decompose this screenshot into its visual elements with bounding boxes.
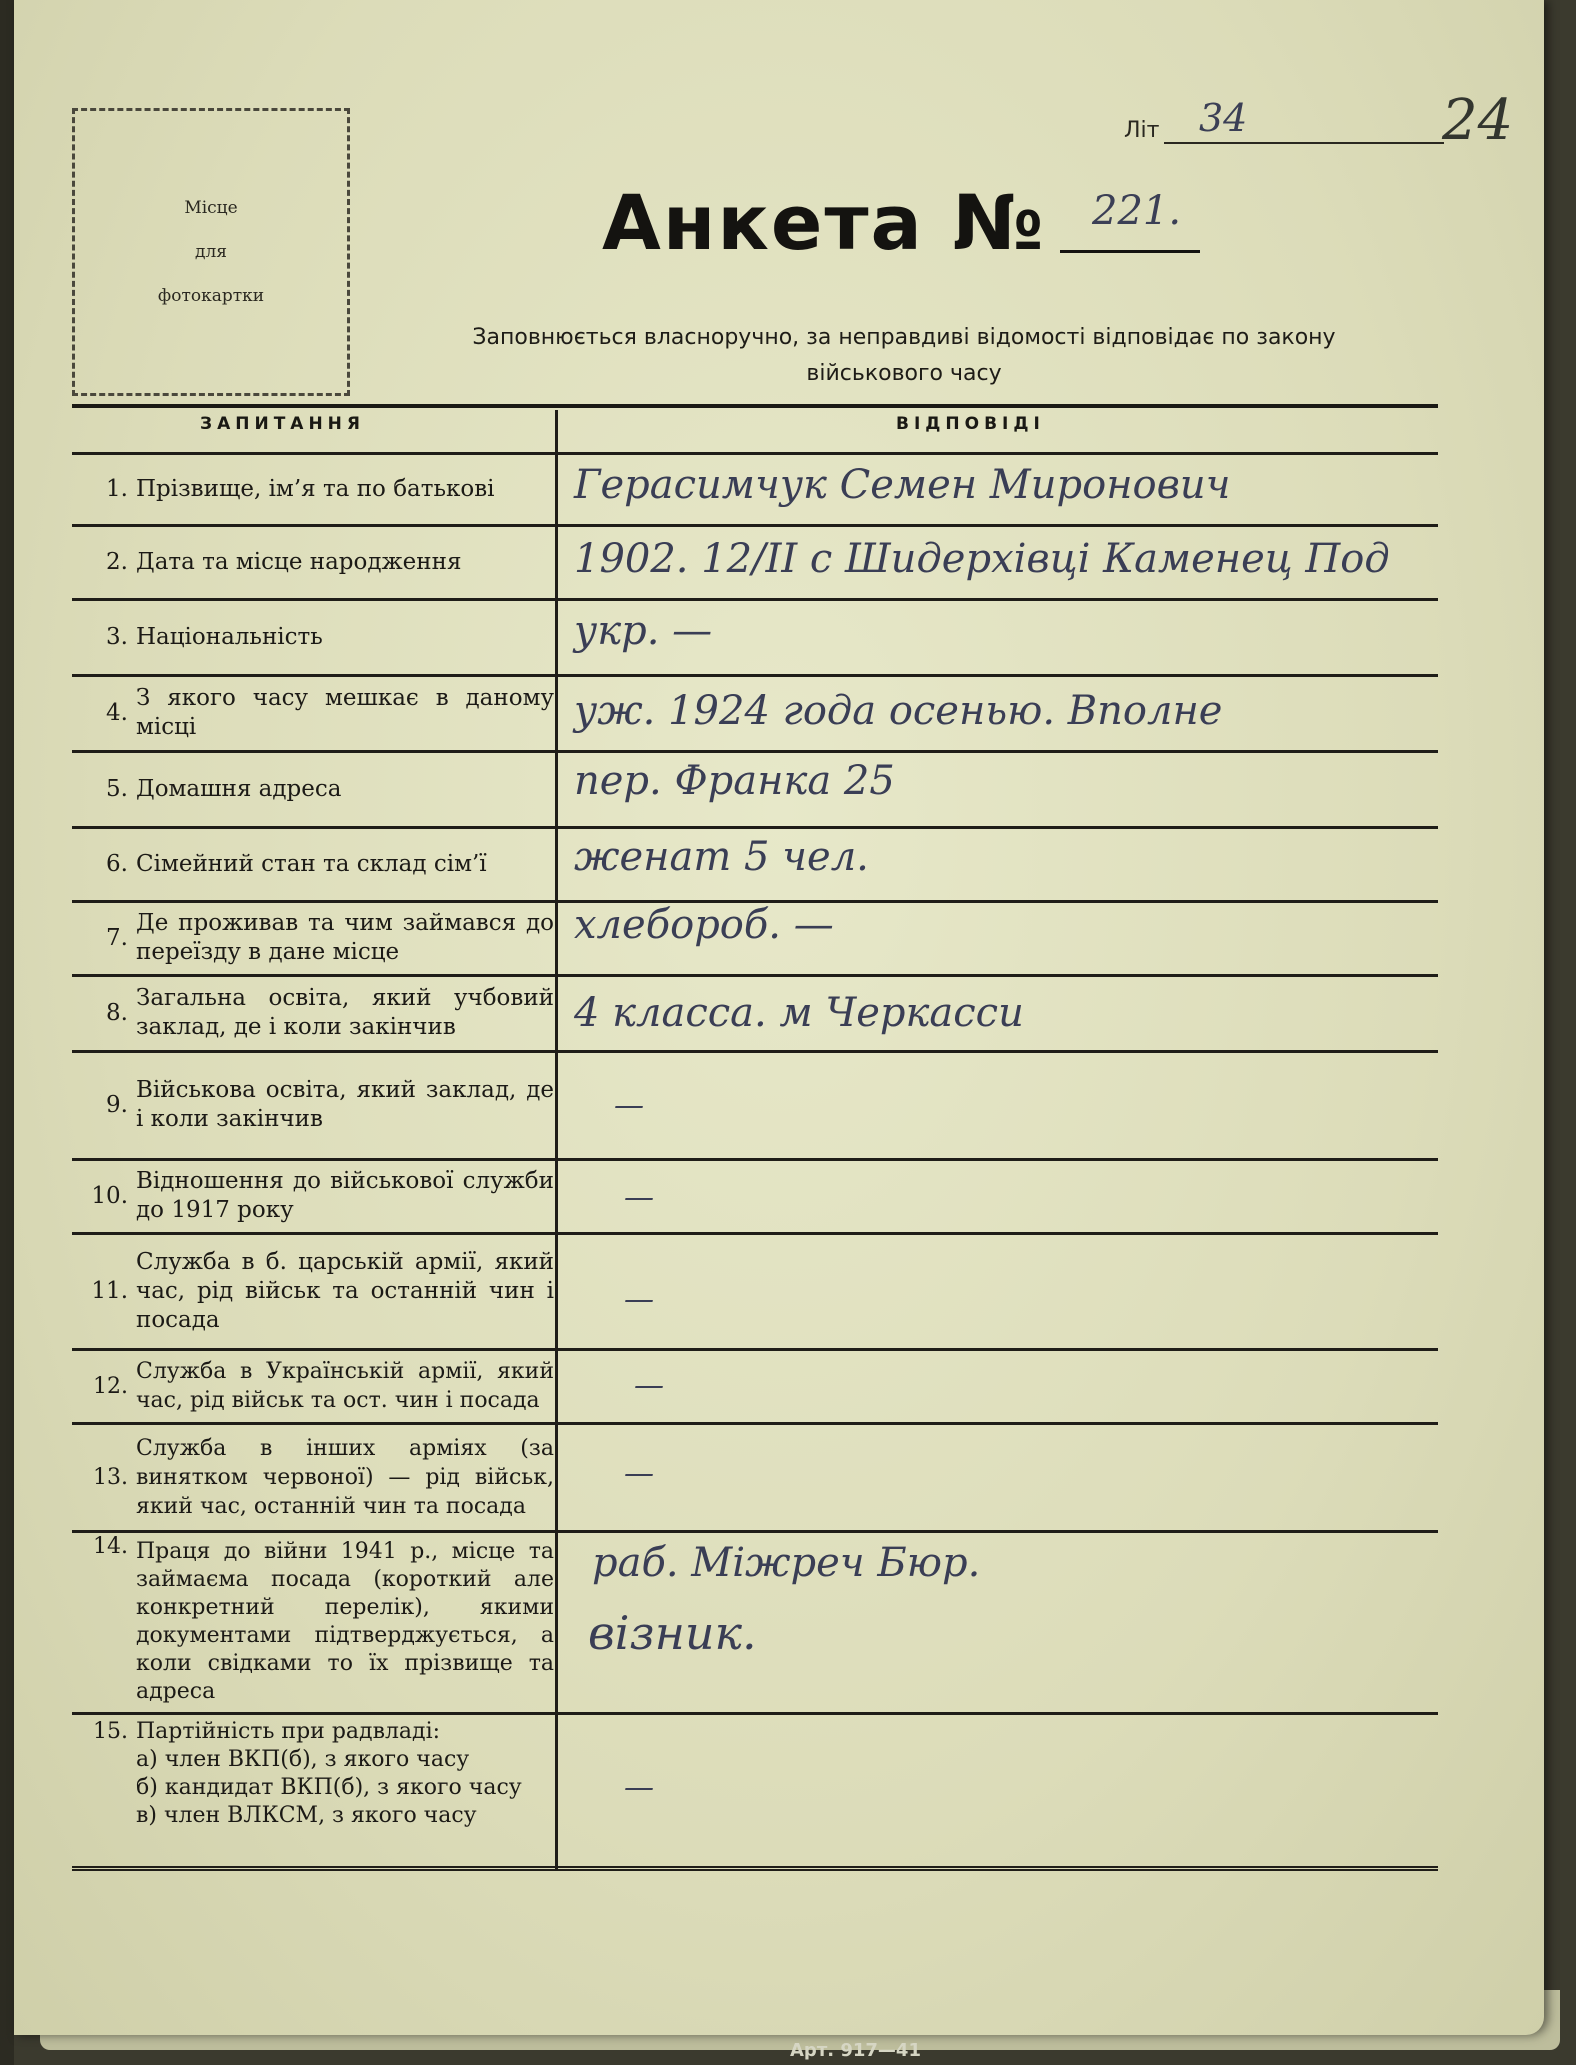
lit-line [1164,142,1444,144]
answer-8: 4 класса. м Черкасси [574,990,1024,1036]
answer-10: — [624,1180,654,1215]
question-12: 12. Служба в Українській армії, який час, рід військ та ост. чин і посада [93,1359,554,1413]
question-15-sub-a: а) член ВКП(б), з якого часу [136,1747,470,1772]
lit-label: Літ [1124,118,1160,143]
form-number-line [1060,250,1200,253]
question-15: 15. Партійність при радвладі: а) член ВКП(б), з якого часу б) кандидат ВКП(б), з якого часу в) член ВЛКСМ, з якого часу [93,1719,522,1828]
answer-7: хлебороб. — [574,902,834,948]
subtitle-line-1: Заповнюється власноручно, за неправдиві відомості відповідає по закону [472,325,1336,350]
question-15-title: Партійність при радвладі: [136,1719,441,1744]
question-9: 9. Військова освіта, який заклад, де і коли закінчив [106,1077,554,1132]
photo-label-1: Місце [184,198,238,218]
answer-5: пер. Франка 25 [574,758,895,804]
form-subtitle [374,320,1434,392]
page-number: 24 [1442,88,1514,153]
lit-value: 34 [1199,96,1248,140]
form-title: Анкета № [602,178,1046,267]
answer-15: — [624,1770,654,1805]
answer-2: 1902. 12/II с Шидерхівці Каменец Под [574,536,1390,582]
table-top-rule [72,404,1438,408]
photo-placeholder [72,108,350,396]
photo-label-2: для [195,242,227,262]
question-1: 1. Прізвище, ім’я та по батькові [106,475,495,502]
column-header-questions: ЗАПИТАННЯ [200,414,365,434]
form-page [14,0,1544,2035]
answer-4: уж. 1924 года осенью. Вполне [574,688,1223,734]
subtitle-line-2: військового часу [806,361,1002,386]
answer-13: — [624,1456,654,1491]
question-8: 8. Загальна освіта, який учбовий заклад, де і коли закінчив [106,985,554,1040]
question-14: 14. Праця до війни 1941 р., місце та займаєма посада (короткий але конкретний перелік), якими документами підтверджується, а коли свідками то їх прізвище та адреса [93,1534,554,1704]
question-13: 13. Служба в інших арміях (за винятком червоної) — рід військ, який час, останній чин та посада [93,1435,554,1519]
answer-1: Герасимчук Семен Миронович [574,462,1231,508]
question-4: 4. З якого часу мешкає в даному місці [106,685,554,740]
question-5: 5. Домашня адреса [106,775,342,802]
answer-14-line-1: раб. Міжреч Бюр. [592,1540,981,1586]
question-10: 10. Відношення до військової служби до 1917 року [91,1168,554,1223]
answer-11: — [624,1282,654,1317]
binding-edge [0,0,14,2065]
photo-label-3: фотокартки [157,286,265,306]
table-bottom-rule [72,1866,1438,1871]
answer-12: — [634,1368,664,1403]
question-6: 6. Сімейний стан та склад сім’ї [106,850,487,877]
answer-3: укр. — [574,608,713,654]
answer-14-line-2: візник. [588,1606,757,1660]
question-3: 3. Національність [106,623,323,650]
question-11: 11. Служба в б. царській армії, який час, рід військ та останній чин і посада [91,1248,554,1333]
column-header-answers: ВІДПОВІДІ [896,414,1045,434]
answer-9: — [614,1088,644,1123]
question-2: 2. Дата та місце народження [106,548,462,575]
form-number: 221. [1092,188,1182,234]
question-7: 7. Де проживав та чим займався до переїзду в дане місце [106,910,554,965]
question-15-sub-b: б) кандидат ВКП(б), з якого часу [136,1775,522,1800]
question-15-sub-c: в) член ВЛКСМ, з якого часу [136,1803,477,1828]
archive-stamp: Арт. 917—41 [790,2040,921,2061]
answer-6: женат 5 чел. [574,834,869,880]
column-divider [555,410,558,1870]
row-divider [72,1712,1438,1715]
